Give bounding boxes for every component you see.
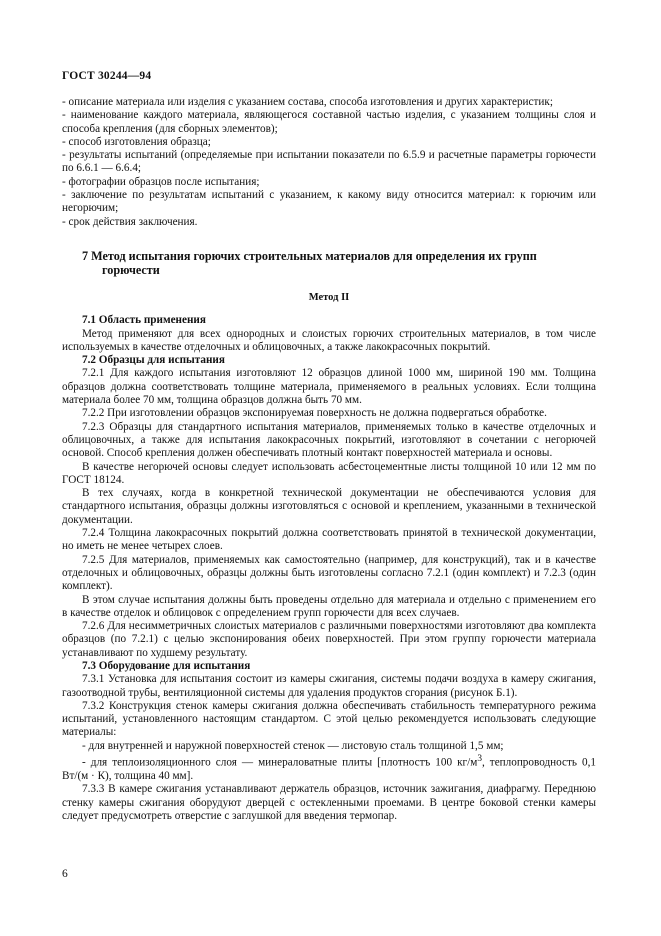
list-item: - заключение по результатам испытаний с указанием, к какому виду относится материал: к горючим или негорючим;	[62, 189, 596, 215]
page-number: 6	[62, 868, 68, 880]
list-item-text: - для теплоизоляционного слоя — минераловатные плиты [плотностъ 100 кг/м	[82, 756, 478, 769]
paragraph: 7.2.5 Для материалов, применяемых как самостоятельно (например, для конструкций), так и в качестве отделочных и облицовочных, образцы должны быть изготовлены согласно 7.2.1 (один комплект) и 7.2.3 (один комплект).	[62, 553, 596, 593]
section-heading: 7 Метод испытания горючих строительных материалов для определения их групп горючести	[82, 248, 537, 277]
list-item: - результаты испытаний (определяемые при испытании показатели по 6.5.9 и расчетные параметры горючести по 6.6.1 — 6.6.4;	[62, 149, 596, 175]
paragraph: 7.3.2 Конструкция стенок камеры сжигания должна обеспечивать стабильность температурного режима испытаний, установленного настоящим стандартом. С этой целью рекомендуется использовать следующие материалы:	[62, 699, 596, 739]
document-body	[62, 96, 596, 823]
list-item: - для внутренней и наружной поверхностей стенок — листовую сталь толщиной 1,5 мм;	[82, 739, 504, 752]
subsection-heading: 7.1 Область применения	[82, 314, 206, 327]
document-header: ГОСТ 30244—94	[62, 70, 152, 82]
subsection-heading: 7.2 Образцы для испытания	[82, 354, 225, 367]
paragraph: 7.2.3 Образцы для стандартного испытания материалов, применяемых только в качестве отделочных и облицовочных, а также для испытания лакокрасочных покрытий, изготовляют в сочетании с негорючей основой. Способ крепления должен обеспечивать плотный контакт поверхностей материала и основы.	[62, 420, 596, 460]
subsection-heading: 7.3 Оборудование для испытания	[82, 659, 251, 672]
list-item: - фотографии образцов после испытания;	[62, 175, 260, 188]
paragraph: 7.3.1 Установка для испытания состоит из камеры сжигания, системы подачи воздуха в камеру сжигания, газоотводной трубы, вентиляционной системы для удаления продуктов сгорания (рисунок Б.1).	[62, 673, 596, 699]
method-title: Метод II	[308, 291, 350, 303]
paragraph: 7.3.3 В камере сжигания устанавливают держатель образцов, источник зажигания, диафрагму. Переднюю стенку камеры сжигания оборудуют дверцей с остекленными проемами. В центре боковой стенки камеры следует предусмотреть отверстие с заглушкой для введения термопар.	[62, 783, 596, 822]
list-item: - наименование каждого материала, являющегося составной частью изделия, с указанием толщины слоя и способа крепления (для сборных элементов);	[62, 109, 596, 135]
list-item	[62, 753, 596, 783]
paragraph: 7.2.6 Для несимметричных слоистых материалов с различными поверхностями изготовляют два комплекта образцов (по 7.2.1) с целью экспонирования обеих поверхностей. При этом группу горючести материала устанавливают по худшему результату.	[62, 620, 596, 659]
paragraph: Метод применяют для всех однородных и слоистых горючих строительных материалов, в том числе используемых в качестве отделочных и облицовочных, а также лакокрасочных покрытий.	[62, 327, 596, 353]
paragraph: В качестве негорючей основы следует использовать асбестоцементные листы толщиной 10 или 12 мм по ГОСТ 18124.	[62, 460, 596, 486]
list-item: - способ изготовления образца;	[62, 135, 211, 148]
list-item: - описание материала или изделия с указанием состава, способа изготовления и других характеристик;	[62, 96, 553, 108]
superscript: 3	[477, 754, 482, 765]
list-item: - срок действия заключения.	[62, 215, 198, 228]
paragraph: 7.2.1 Для каждого испытания изготовляют 12 образцов длиной 1000 мм, шириной 190 мм. Толщина образцов должна соответствовать толщине материала, применяемого в реальных условиях. Если толщина материала более 70 мм, толщина образцов должна быть 70 мм.	[62, 367, 596, 407]
list-item-text: , теплопроводность 0,1 Вт/(м · К), толщина 40 мм].	[62, 756, 596, 783]
paragraph: В тех случаях, когда в конкретной технической документации не обеспечиваются условия для стандартного испытания, образцы должны изготовляться с основой и креплением, указанными в технической документации.	[62, 487, 596, 526]
paragraph: 7.2.2 При изготовлении образцов экспонируемая поверхность не должна подвергаться обработке.	[82, 407, 547, 420]
paragraph: 7.2.4 Толщина лакокрасочных покрытий должна соответствовать принятой в технической документации, но иметь не менее четырех слоев.	[62, 527, 596, 553]
paragraph: В этом случае испытания должны быть проведены отдельно для материала и отдельно с применением его в качестве отделок и облицовок с определением групп горючести для всех случаев.	[62, 593, 596, 619]
